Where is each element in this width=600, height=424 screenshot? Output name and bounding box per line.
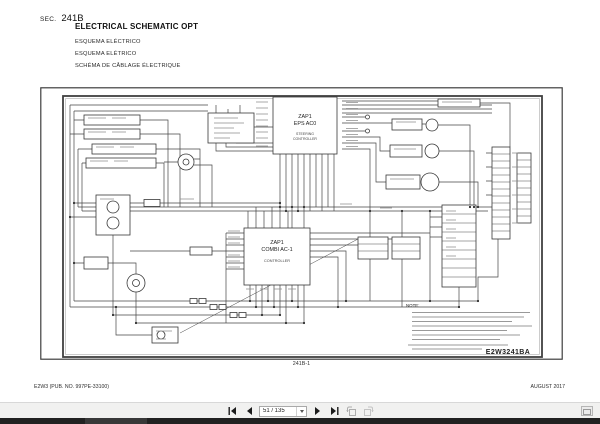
page-title: ELECTRICAL SCHEMATIC OPT: [75, 22, 199, 31]
footer-date: AUGUST 2017: [530, 384, 565, 390]
note-label: NOTE:: [406, 303, 420, 308]
combi-controller-name-1: ZAP1: [270, 240, 284, 246]
viewer-toolbar: [0, 402, 600, 418]
window-bottom-bar: [0, 418, 600, 424]
subtitle-spanish: ESQUEMA ELÉCTRICO: [75, 39, 141, 45]
next-page-button[interactable]: [311, 405, 324, 417]
next-view-icon: [363, 406, 374, 417]
eps-controller-name-1: ZAP1: [298, 114, 312, 120]
prev-page-icon: [244, 406, 254, 416]
last-page-icon: [330, 406, 340, 416]
drawing-code: E2W3241BA: [485, 349, 531, 356]
page-dropdown-caret-icon[interactable]: [296, 407, 306, 416]
combi-controller-sub: CONTROLLER: [264, 259, 290, 263]
figure-number: 241B-1: [292, 361, 311, 367]
note-text-lines: [408, 313, 532, 350]
last-page-button[interactable]: [328, 405, 341, 417]
page-number-input[interactable]: [260, 408, 296, 414]
next-page-icon: [313, 406, 323, 416]
page-layout-icon[interactable]: [581, 406, 593, 416]
first-page-icon: [227, 406, 237, 416]
section-label: SEC.: [40, 16, 57, 23]
subtitle-french: SCHÉMA DE CÂBLAGE ÉLECTRIQUE: [75, 63, 181, 69]
page-navigation: [0, 403, 600, 419]
eps-controller-sub-2: CONTROLLER: [293, 137, 317, 141]
subtitle-portuguese: ESQUEMA ELÉTRICO: [75, 51, 137, 57]
combi-controller-name-2: COMBI AC-1: [261, 247, 293, 253]
eps-controller-sub-1: STEERING: [296, 132, 314, 136]
previous-view-button[interactable]: [345, 405, 358, 417]
prev-page-button[interactable]: [242, 405, 255, 417]
next-view-button[interactable]: [362, 405, 375, 417]
page-number-box[interactable]: [259, 406, 307, 417]
previous-view-icon: [346, 406, 357, 417]
schematic-drawing: [40, 87, 563, 360]
first-page-button[interactable]: [225, 405, 238, 417]
section-number: 241B: [61, 13, 84, 24]
footer-publication: E2W3 (PUB. NO. 997PE-33100): [34, 384, 109, 390]
eps-controller-name-2: EPS AC0: [293, 121, 317, 127]
taskbar-item[interactable]: [85, 418, 147, 424]
